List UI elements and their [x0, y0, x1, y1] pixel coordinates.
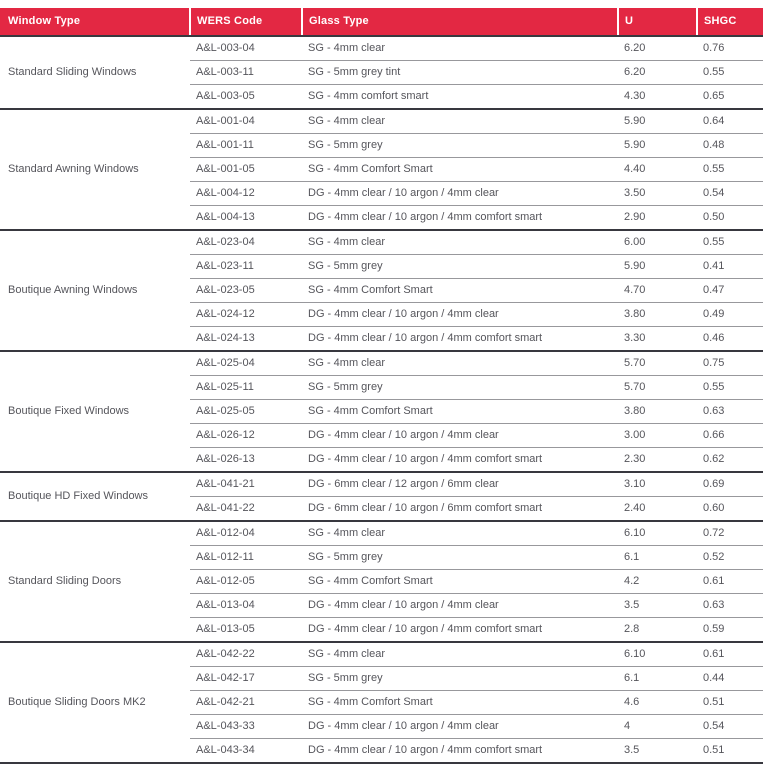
col-header-u: U	[618, 8, 697, 36]
shgc-value-cell: 0.65	[697, 85, 763, 110]
u-value-cell: 2.30	[618, 448, 697, 473]
u-value-cell: 4.6	[618, 691, 697, 715]
glass-type-cell: SG - 5mm grey	[302, 546, 618, 570]
u-value-cell: 6.10	[618, 521, 697, 546]
shgc-value-cell: 0.54	[697, 182, 763, 206]
glass-type-cell: SG - 5mm grey	[302, 134, 618, 158]
shgc-value-cell: 0.64	[697, 109, 763, 134]
shgc-value-cell: 0.59	[697, 618, 763, 643]
u-value-cell: 6.00	[618, 230, 697, 255]
wers-code-cell: A&L-013-04	[190, 594, 302, 618]
glass-type-cell: SG - 4mm Comfort Smart	[302, 400, 618, 424]
u-value-cell: 2.40	[618, 497, 697, 522]
shgc-value-cell: 0.66	[697, 424, 763, 448]
glass-type-cell: SG - 4mm clear	[302, 109, 618, 134]
glass-type-cell: SG - 4mm comfort smart	[302, 85, 618, 110]
glass-type-cell: DG - 4mm clear / 10 argon / 4mm clear	[302, 424, 618, 448]
wers-code-cell: A&L-004-13	[190, 206, 302, 231]
wers-code-cell: A&L-043-34	[190, 739, 302, 764]
u-value-cell: 3.80	[618, 400, 697, 424]
u-value-cell: 5.90	[618, 255, 697, 279]
table-row	[0, 642, 763, 667]
u-value-cell: 3.5	[618, 739, 697, 764]
glass-type-cell: DG - 4mm clear / 10 argon / 4mm comfort smart	[302, 327, 618, 352]
shgc-value-cell: 0.41	[697, 255, 763, 279]
shgc-value-cell: 0.55	[697, 61, 763, 85]
wers-code-cell: A&L-001-04	[190, 109, 302, 134]
glass-type-cell: SG - 4mm clear	[302, 230, 618, 255]
wers-code-cell: A&L-023-04	[190, 230, 302, 255]
window-type-cell: Boutique Sliding Doors MK2	[0, 642, 190, 763]
wers-code-cell: A&L-041-21	[190, 472, 302, 497]
u-value-cell: 4.70	[618, 279, 697, 303]
wers-code-cell: A&L-013-05	[190, 618, 302, 643]
glass-type-cell: SG - 4mm clear	[302, 351, 618, 376]
glass-type-cell: DG - 4mm clear / 10 argon / 4mm comfort smart	[302, 739, 618, 764]
window-type-cell: Boutique Fixed Windows	[0, 351, 190, 472]
shgc-value-cell: 0.55	[697, 376, 763, 400]
wers-code-cell: A&L-041-22	[190, 497, 302, 522]
col-header-wers-code: WERS Code	[190, 8, 302, 36]
wers-code-cell: A&L-012-05	[190, 570, 302, 594]
shgc-value-cell: 0.54	[697, 715, 763, 739]
u-value-cell: 3.80	[618, 303, 697, 327]
u-value-cell: 4.30	[618, 85, 697, 110]
glass-type-cell: SG - 4mm clear	[302, 36, 618, 61]
wers-code-cell: A&L-025-11	[190, 376, 302, 400]
u-value-cell: 5.90	[618, 109, 697, 134]
glass-type-cell: SG - 4mm Comfort Smart	[302, 279, 618, 303]
wers-code-cell: A&L-012-11	[190, 546, 302, 570]
glass-type-cell: DG - 4mm clear / 10 argon / 4mm clear	[302, 182, 618, 206]
shgc-value-cell: 0.61	[697, 642, 763, 667]
shgc-value-cell: 0.47	[697, 279, 763, 303]
u-value-cell: 4.2	[618, 570, 697, 594]
table-row	[0, 230, 763, 255]
wers-code-cell: A&L-026-12	[190, 424, 302, 448]
glass-type-cell: SG - 4mm Comfort Smart	[302, 158, 618, 182]
col-header-window-type: Window Type	[0, 8, 190, 36]
wers-code-cell: A&L-001-05	[190, 158, 302, 182]
table-row	[0, 36, 763, 61]
u-value-cell: 6.1	[618, 667, 697, 691]
table-row	[0, 351, 763, 376]
shgc-value-cell: 0.49	[697, 303, 763, 327]
wers-code-cell: A&L-043-33	[190, 715, 302, 739]
window-type-cell: Standard Sliding Doors	[0, 521, 190, 642]
shgc-value-cell: 0.55	[697, 230, 763, 255]
glass-type-cell: SG - 5mm grey	[302, 667, 618, 691]
col-header-shgc: SHGC	[697, 8, 763, 36]
u-value-cell: 2.8	[618, 618, 697, 643]
window-type-cell: Standard Awning Windows	[0, 109, 190, 230]
wers-code-cell: A&L-003-11	[190, 61, 302, 85]
u-value-cell: 5.90	[618, 134, 697, 158]
window-type-cell: Boutique HD Fixed Windows	[0, 472, 190, 521]
spec-table-body	[0, 36, 763, 763]
glass-type-cell: DG - 4mm clear / 10 argon / 4mm clear	[302, 303, 618, 327]
u-value-cell: 3.5	[618, 594, 697, 618]
glass-type-cell: DG - 6mm clear / 12 argon / 6mm clear	[302, 472, 618, 497]
shgc-value-cell: 0.55	[697, 158, 763, 182]
glass-type-cell: SG - 5mm grey	[302, 376, 618, 400]
glass-type-cell: DG - 4mm clear / 10 argon / 4mm comfort smart	[302, 618, 618, 643]
u-value-cell: 3.50	[618, 182, 697, 206]
u-value-cell: 3.30	[618, 327, 697, 352]
shgc-value-cell: 0.63	[697, 400, 763, 424]
glass-type-cell: DG - 4mm clear / 10 argon / 4mm clear	[302, 715, 618, 739]
u-value-cell: 2.90	[618, 206, 697, 231]
wers-code-cell: A&L-025-04	[190, 351, 302, 376]
glass-type-cell: SG - 4mm clear	[302, 642, 618, 667]
u-value-cell: 6.20	[618, 36, 697, 61]
shgc-value-cell: 0.75	[697, 351, 763, 376]
u-value-cell: 5.70	[618, 351, 697, 376]
wers-code-cell: A&L-042-21	[190, 691, 302, 715]
glass-type-cell: DG - 6mm clear / 10 argon / 6mm comfort smart	[302, 497, 618, 522]
u-value-cell: 6.1	[618, 546, 697, 570]
wers-code-cell: A&L-004-12	[190, 182, 302, 206]
shgc-value-cell: 0.51	[697, 739, 763, 764]
shgc-value-cell: 0.60	[697, 497, 763, 522]
table-row	[0, 521, 763, 546]
wers-code-cell: A&L-024-13	[190, 327, 302, 352]
glass-type-cell: SG - 4mm Comfort Smart	[302, 691, 618, 715]
window-type-cell: Standard Sliding Windows	[0, 36, 190, 109]
shgc-value-cell: 0.48	[697, 134, 763, 158]
wers-code-cell: A&L-024-12	[190, 303, 302, 327]
table-row	[0, 472, 763, 497]
wers-code-cell: A&L-042-17	[190, 667, 302, 691]
wers-code-cell: A&L-023-11	[190, 255, 302, 279]
header-row	[0, 8, 763, 36]
glass-type-cell: SG - 5mm grey	[302, 255, 618, 279]
shgc-value-cell: 0.44	[697, 667, 763, 691]
table-row	[0, 109, 763, 134]
shgc-value-cell: 0.76	[697, 36, 763, 61]
u-value-cell: 6.20	[618, 61, 697, 85]
shgc-value-cell: 0.46	[697, 327, 763, 352]
u-value-cell: 3.10	[618, 472, 697, 497]
shgc-value-cell: 0.72	[697, 521, 763, 546]
u-value-cell: 3.00	[618, 424, 697, 448]
glass-type-cell: SG - 4mm Comfort Smart	[302, 570, 618, 594]
glass-type-cell: SG - 5mm grey tint	[302, 61, 618, 85]
col-header-glass-type: Glass Type	[302, 8, 618, 36]
wers-code-cell: A&L-001-11	[190, 134, 302, 158]
wers-code-cell: A&L-023-05	[190, 279, 302, 303]
glass-type-cell: DG - 4mm clear / 10 argon / 4mm comfort smart	[302, 448, 618, 473]
shgc-value-cell: 0.63	[697, 594, 763, 618]
wers-spec-table	[0, 8, 763, 764]
shgc-value-cell: 0.50	[697, 206, 763, 231]
wers-code-cell: A&L-042-22	[190, 642, 302, 667]
u-value-cell: 6.10	[618, 642, 697, 667]
u-value-cell: 4	[618, 715, 697, 739]
glass-type-cell: DG - 4mm clear / 10 argon / 4mm clear	[302, 594, 618, 618]
shgc-value-cell: 0.61	[697, 570, 763, 594]
glass-type-cell: SG - 4mm clear	[302, 521, 618, 546]
window-type-cell: Boutique Awning Windows	[0, 230, 190, 351]
shgc-value-cell: 0.62	[697, 448, 763, 473]
wers-code-cell: A&L-012-04	[190, 521, 302, 546]
wers-code-cell: A&L-003-05	[190, 85, 302, 110]
shgc-value-cell: 0.51	[697, 691, 763, 715]
u-value-cell: 5.70	[618, 376, 697, 400]
u-value-cell: 4.40	[618, 158, 697, 182]
glass-type-cell: DG - 4mm clear / 10 argon / 4mm comfort smart	[302, 206, 618, 231]
shgc-value-cell: 0.52	[697, 546, 763, 570]
wers-code-cell: A&L-003-04	[190, 36, 302, 61]
wers-code-cell: A&L-026-13	[190, 448, 302, 473]
shgc-value-cell: 0.69	[697, 472, 763, 497]
wers-code-cell: A&L-025-05	[190, 400, 302, 424]
